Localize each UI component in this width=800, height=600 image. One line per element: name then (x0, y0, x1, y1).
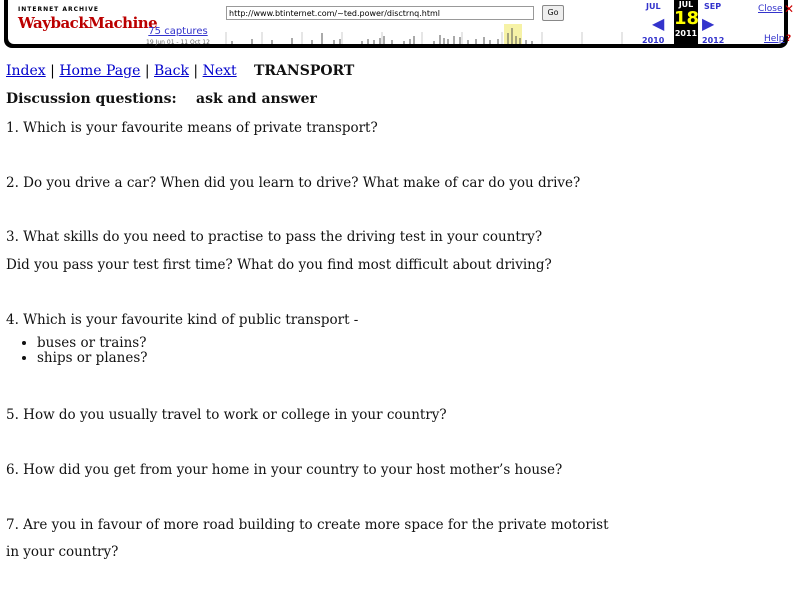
wayback-toolbar (4, 0, 795, 48)
question-5: 5. How do you usually travel to work or college in your country? (6, 407, 447, 423)
list-item: • buses or trains? (37, 336, 148, 351)
help-icon[interactable]: ? (786, 34, 792, 44)
logo-wayback-text: WaybackMachine (18, 14, 158, 32)
question-4: 4. Which is your favourite kind of public transport - (6, 312, 359, 328)
nav-separator: | (193, 63, 199, 79)
nav-home-link[interactable]: Home Page (59, 63, 141, 79)
discussion-heading: Discussion questions: (6, 91, 177, 107)
sparkline-highlight (504, 24, 522, 44)
captures-block (140, 26, 216, 46)
nav-index-link[interactable]: Index (6, 63, 46, 79)
ask-answer-heading: ask and answer (196, 91, 317, 107)
nav-separator: | (50, 63, 55, 79)
transport-options-list (6, 336, 148, 366)
current-day: 18 (674, 8, 700, 29)
url-input[interactable]: http://www.btinternet.com/~ted.power/disctrnq.html (226, 6, 534, 20)
wayback-logo[interactable] (18, 6, 158, 38)
current-month: JUL (678, 0, 694, 9)
wayback-toolbar-inner (8, 0, 795, 46)
logo-internet-archive-text: INTERNET ARCHIVE (18, 6, 100, 13)
nav-back-link[interactable]: Back (154, 63, 189, 79)
question-3: 3. What skills do you need to practise to pass the driving test in your country? (6, 229, 543, 245)
next-year-link[interactable]: 2012 (702, 36, 725, 45)
prev-year-link[interactable]: 2010 (642, 36, 665, 45)
go-button[interactable]: Go (542, 5, 564, 21)
prev-arrow-icon[interactable]: ◀ (652, 14, 665, 33)
next-arrow-icon[interactable]: ▶ (702, 14, 715, 33)
captures-link[interactable]: 75 captures (148, 26, 208, 37)
page-title: TRANSPORT (254, 63, 355, 79)
close-link[interactable]: Close (758, 4, 783, 14)
question-7: 7. Are you in favour of more road building to create more space for the private motorist (6, 517, 609, 533)
current-year: 2011 (674, 29, 698, 38)
capture-sparkline[interactable] (222, 24, 642, 44)
question-3-continued: Did you pass your test first time? What do you find most difficult about driving? (6, 257, 552, 273)
page-nav (6, 63, 237, 79)
next-month-link[interactable]: SEP (704, 2, 722, 11)
nav-separator: | (144, 63, 150, 79)
list-item: • ships or planes? (37, 351, 148, 366)
question-1: 1. Which is your favourite means of private transport? (6, 120, 378, 136)
question-2: 2. Do you drive a car? When did you learn to drive? What make of car do you drive? (6, 175, 581, 191)
question-6: 6. How did you get from your home in your country to your host mother’s house? (6, 462, 563, 478)
current-capture-date (674, 0, 698, 44)
capture-range: 19 Jun 01 - 11 Oct 12 (146, 39, 210, 46)
nav-next-link[interactable]: Next (202, 63, 237, 79)
close-icon[interactable]: ✕ (784, 2, 795, 16)
help-link[interactable]: Help (764, 34, 785, 44)
question-7-continued: in your country? (6, 544, 119, 560)
prev-month-link[interactable]: JUL (646, 2, 661, 11)
